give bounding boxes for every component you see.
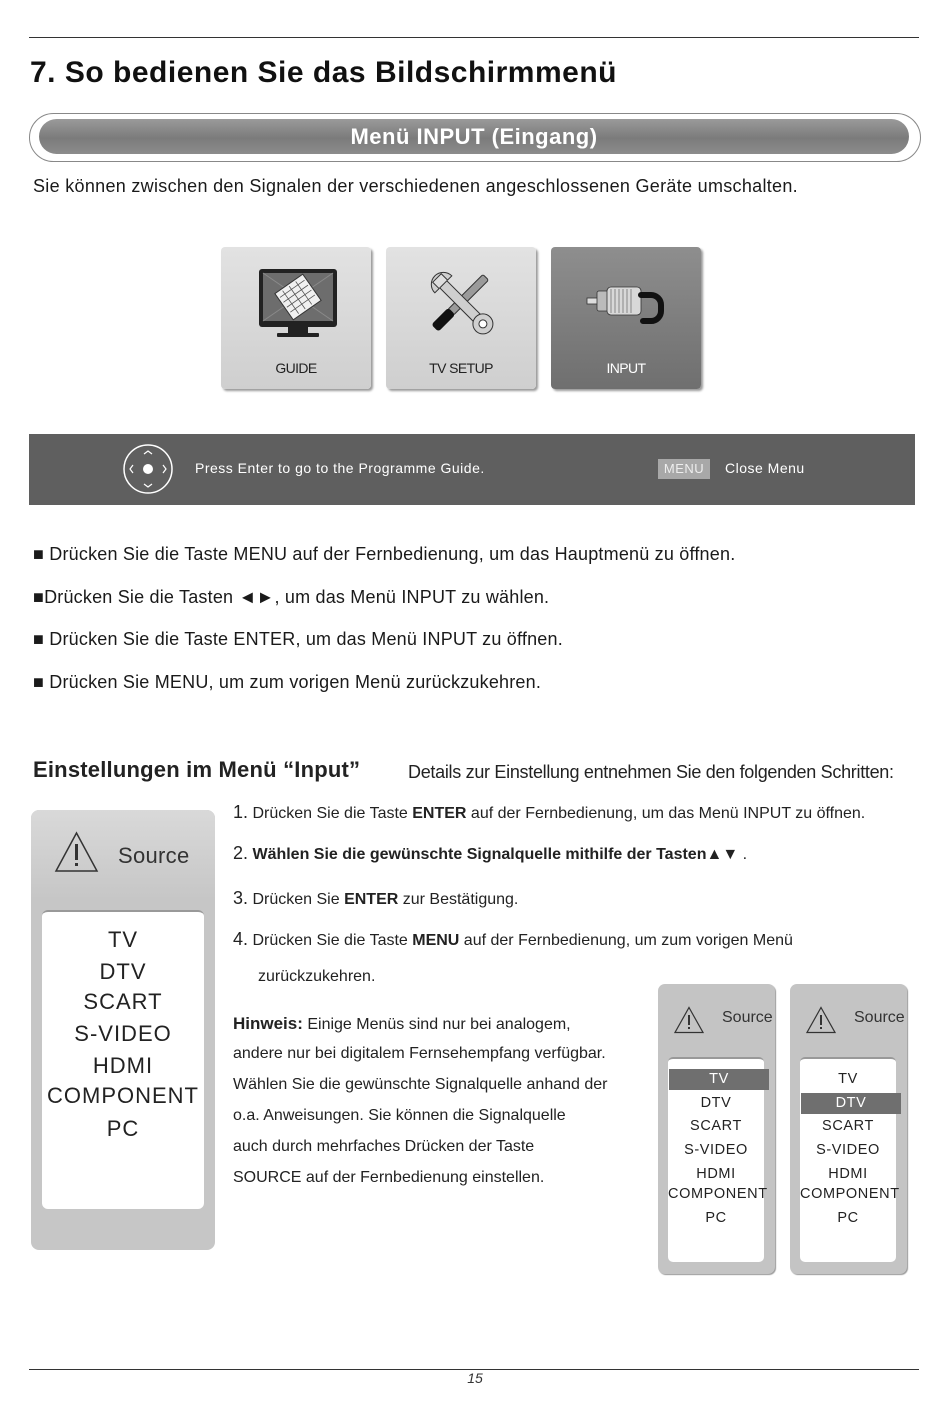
source-menu-example-dtv (790, 984, 907, 1274)
source-option-hdmi[interactable]: HDMI (696, 1166, 736, 1182)
source-option-component[interactable]: COMPONENT (668, 1186, 768, 1202)
source-list (42, 910, 204, 1209)
step-1: 1. Drücken Sie die Taste ENTER auf der Fernbedienung, um das Menü INPUT zu öffnen. (233, 802, 866, 822)
source-list (800, 1057, 900, 1262)
source-option-hdmi[interactable]: HDMI (828, 1166, 868, 1182)
note-label: Hinweis: (233, 1014, 303, 1033)
source-menu-title: Source (118, 843, 190, 868)
note-line: o.a. Anweisungen. Sie können die Signalquelle (233, 1107, 566, 1124)
intro-text: Sie können zwischen den Signalen der verschiedenen angeschlossenen Geräte umschalten. (33, 176, 798, 196)
source-option-dtv[interactable]: DTV (700, 1095, 732, 1111)
top-rule (29, 37, 919, 38)
note-line: SOURCE auf der Fernbedienung einstellen. (233, 1169, 545, 1186)
warning-icon (674, 1006, 704, 1034)
close-menu-text: Close Menu (725, 460, 805, 476)
warning-icon (806, 1006, 836, 1034)
source-option-tv[interactable]: TV (838, 1071, 858, 1087)
source-option-s-video[interactable]: S-VIDEO (684, 1142, 748, 1158)
warning-icon (54, 831, 99, 873)
tools-icon (386, 247, 536, 357)
source-option-pc[interactable]: PC (837, 1210, 859, 1226)
menu-tile-label: TV SETUP (429, 360, 493, 376)
note-line: auch durch mehrfaches Drücken der Taste (233, 1138, 535, 1155)
source-menu-title: Source (854, 1009, 905, 1026)
navigation-pad-icon (122, 443, 174, 495)
source-option-s-video[interactable]: S-VIDEO (816, 1142, 880, 1158)
source-option-tv[interactable]: TV (107, 927, 139, 952)
menu-tile-tv-setup[interactable] (386, 247, 536, 389)
page-number: 15 (467, 1370, 483, 1386)
bullet-item: ■ Drücken Sie die Taste MENU auf der Fernbedienung, um das Hauptmenü zu öffnen. (33, 544, 736, 564)
step-2: 2. Wählen Sie die gewünschte Signalquelle mithilfe der Tasten▲▼ . (233, 843, 748, 863)
bullet-item: ■ Drücken Sie die Taste ENTER, um das Menü INPUT zu öffnen. (33, 629, 563, 649)
step-3: 3. Drücken Sie ENTER zur Bestätigung. (233, 888, 519, 908)
menu-key-badge: MENU (658, 459, 710, 479)
source-option-pc[interactable]: PC (705, 1210, 727, 1226)
menu-tile-label: INPUT (606, 360, 646, 376)
step-4: 4. Drücken Sie die Taste MENU auf der Fernbedienung, um zum vorigen Menü (233, 929, 793, 949)
source-option-scart[interactable]: SCART (83, 989, 163, 1014)
note-first-line: Hinweis: Einige Menüs sind nur bei analogem, (233, 1014, 571, 1033)
guide-hint-text: Press Enter to go to the Programme Guide. (195, 460, 485, 476)
source-option-pc[interactable]: PC (106, 1116, 140, 1141)
step-4-continued: zurückzukehren. (258, 968, 376, 985)
bullet-item: ■ Drücken Sie MENU, um zum vorigen Menü zurückzukehren. (33, 672, 542, 692)
source-option-s-video[interactable]: S-VIDEO (74, 1021, 172, 1046)
page-title: 7. So bedienen Sie das Bildschirmmenü (30, 56, 617, 89)
source-menu-example-tv (658, 984, 775, 1274)
section-heading: Einstellungen im Menü “Input” (33, 757, 361, 782)
source-option-scart[interactable]: SCART (822, 1118, 874, 1134)
menu-tile-guide[interactable] (221, 247, 371, 389)
source-option-hdmi[interactable]: HDMI (92, 1053, 154, 1078)
source-option-component[interactable]: COMPONENT (800, 1186, 900, 1202)
source-option-tv[interactable]: TV (669, 1069, 769, 1090)
source-menu-title: Source (722, 1009, 773, 1026)
menu-tile-input[interactable] (551, 247, 701, 389)
section-banner-title: Menü INPUT (Eingang) (350, 124, 598, 149)
source-option-scart[interactable]: SCART (690, 1118, 742, 1134)
note-line: Wählen Sie die gewünschte Signalquelle anhand der (233, 1076, 608, 1093)
source-option-dtv[interactable]: DTV (801, 1093, 901, 1114)
bullet-item: ■Drücken Sie die Tasten ◄►, um das Menü INPUT zu wählen. (33, 587, 550, 607)
source-list (668, 1057, 768, 1262)
menu-tile-label: GUIDE (275, 360, 317, 376)
source-option-dtv[interactable]: DTV (99, 959, 147, 984)
cable-plug-icon (551, 247, 701, 357)
note-line: andere nur bei digitalem Fernsehempfang verfügbar. (233, 1045, 606, 1062)
source-option-component[interactable]: COMPONENT (47, 1083, 199, 1108)
section-subheading: Details zur Einstellung entnehmen Sie den folgenden Schritten: (408, 762, 894, 782)
tv-guide-icon (221, 247, 371, 357)
